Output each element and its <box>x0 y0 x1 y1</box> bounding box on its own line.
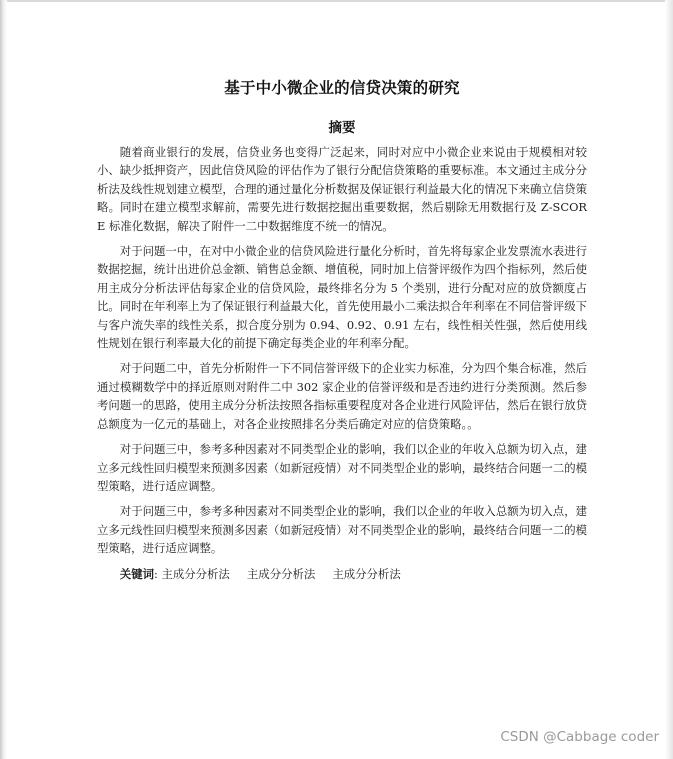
abstract-paragraph-1: 随着商业银行的发展，信贷业务也变得广泛起来，同时对应中小微企业来说由于规模相对较小、缺少抵押资产，因此信贷风险的评估作为了银行分配信贷策略的重要标准。本文通过主成分分析法及线性规划建立模型，合理的通过量化分析数据及保证银行利益最大化的情况下来确立信贷策略。同时在建立模型求解前，需要先进行数据挖掘出重要数据，然后剔除无用数据行及 Z-SCORE 标准化数据，解决了附件一二中数据维度不统一的情况。 <box>97 145 587 233</box>
keywords-colon: : <box>153 566 162 581</box>
abstract-heading: 摘要 <box>328 120 356 136</box>
keyword-3: 主成分分析法 <box>332 566 401 581</box>
viewer-top-border <box>0 0 673 2</box>
abstract-paragraph-2: 对于问题一中，在对中小微企业的信贷风险进行量化分析时，首先将每家企业发票流水表进行数据挖掘，统计出进价总金额、销售总金额、增值税，同时加上信誉评级作为四个指标列，然后使用主成分分析法评估每家企业的信贷风险，最终排名分为 5 个类别，进行分配对应的放贷额度占比。同时在年利率上为了保证银行利益最大化，首先使用最小二乘法拟合年利率在不同信誉评级下与客户流失率的线性关系，拟合度分别为 0.94、0.92、0.91 左右，线性相关性强，然后使用线性规划在银行利率最大化的前提下确定每类企业的年利率分配。 <box>97 244 587 351</box>
csdn-watermark: CSDN @Cabbage coder <box>500 729 659 745</box>
viewer-right-edge <box>665 0 673 759</box>
abstract-paragraph-4: 对于问题三中，参考多种因素对不同类型企业的影响，我们以企业的年收入总额为切入点，建立多元线性回归模型来预测多因素（如新冠疫情）对不同类型企业的影响，最终结合问题一二的模型策略，进行适应调整。 <box>97 442 587 493</box>
abstract-paragraph-3: 对于问题二中，首先分析附件一下不同信誉评级下的企业实力标准，分为四个集合标准，然后通过模糊数学中的择近原则对附件二中 302 家企业的信誉评级和是否违约进行分类预测。然后参考问题一的思路，使用主成分分析法按照各指标重要程度对各企业进行风险评估，然后在银行放贷总额度为一亿元的基础上，对各企业按照排名分类后确定对应的信贷策略。。 <box>97 361 587 431</box>
keyword-2: 主成分分析法 <box>246 566 316 581</box>
keywords-line <box>97 565 587 583</box>
document-title: 基于中小微企业的信贷决策的研究 <box>224 79 460 97</box>
abstract-paragraph-5: 对于问题三中，参考多种因素对不同类型企业的影响，我们以企业的年收入总额为切入点，建立多元线性回归模型来预测多因素（如新冠疫情）对不同类型企业的影响，最终结合问题一二的模型策略，进行适应调整。 <box>97 504 587 556</box>
document-page <box>97 76 587 583</box>
keywords-label: 关键词 <box>119 566 154 581</box>
viewer-left-shadow <box>0 0 7 759</box>
keyword-1: 主成分分析法 <box>161 566 230 581</box>
